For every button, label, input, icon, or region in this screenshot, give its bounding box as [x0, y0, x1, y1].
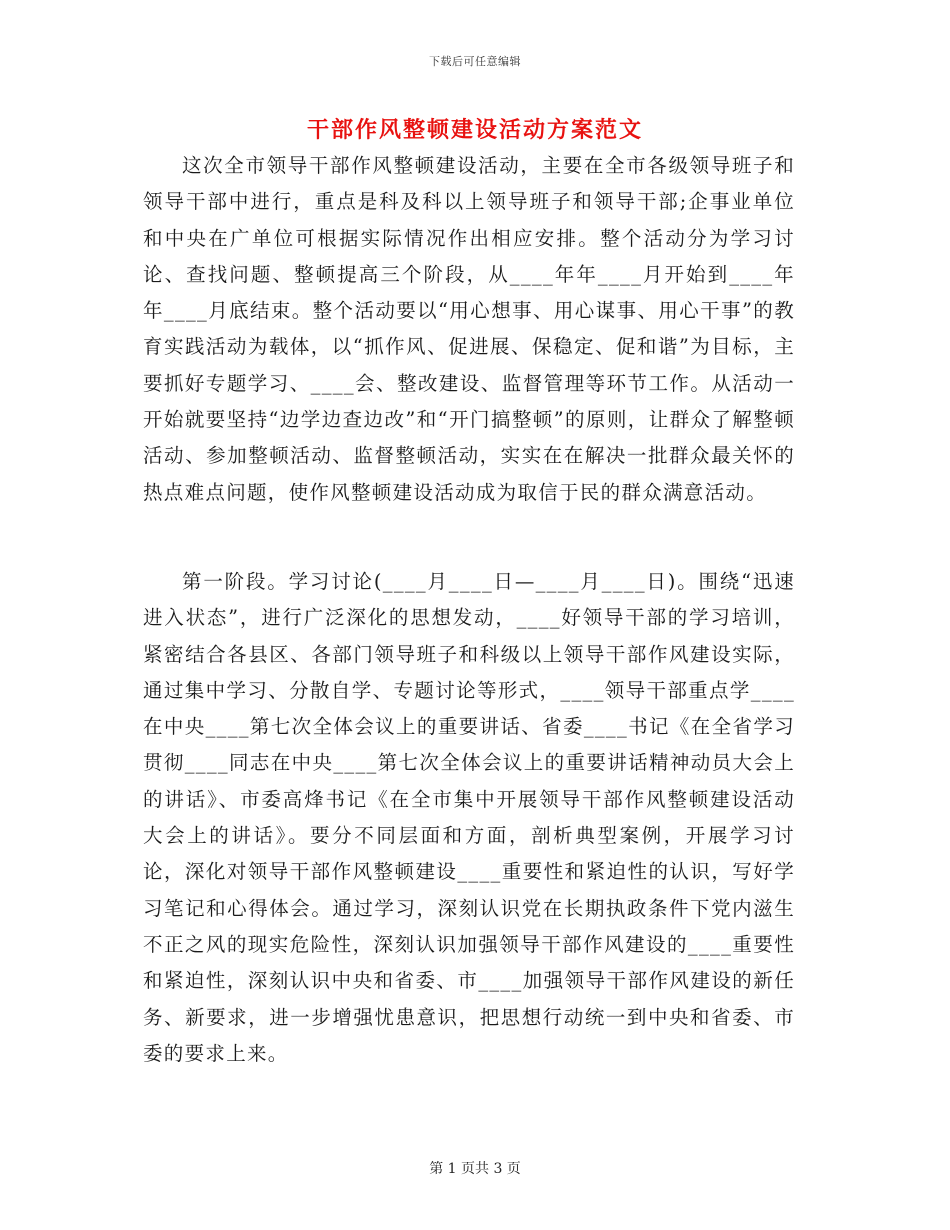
page-number: 第 1 页共 3 页 — [429, 1161, 521, 1177]
body-paragraph-1: 这次全市领导干部作风整顿建设活动，主要在全市各级领导班子和领导干部中进行，重点是科及科以上领导班子和领导干部;企事业单位和中央在广单位可根据实际情况作出相应安排。整个活动分为学习讨论、查找问题、整顿提高三个阶段，从____年年____月开始到____年年____月底结束。整个活动要以“用心想事、用心谋事、用心干事”的教育实践活动为载体，以“抓作风、促进展、保稳定、促和谐”为目标，主要抓好专题学习、____会、整改建设、监督管理等环节工作。从活动一开始就要坚持“边学边查边改”和“开门搞整顿”的原则，让群众了解整顿活动、参加整顿活动、监督整顿活动，实实在在解决一批群众最关怀的热点难点问题，使作风整顿建设活动成为取信于民的群众满意活动。 — [143, 154, 795, 504]
body-paragraph-2: 第一阶段。学习讨论(____月____日—____月____日)。围绕“迅速进入状态”，进行广泛深化的思想发动，____好领导干部的学习培训，紧密结合各县区、各部门领导班子和科级以上领导干部作风建设实际，通过集中学习、分散自学、专题讨论等形式，____领导干部重点学____在中央____第七次全体会议上的重要讲话、省委____书记《在全省学习贯彻____同志在中央____第七次全体会议上的重要讲话精神动员大会上的讲话》、市委高烽书记《在全市集中开展领导干部作风整顿建设活动大会上的讲话》。要分不同层面和方面，剖析典型案例，开展学习讨论，深化对领导干部作风整顿建设____重要性和紧迫性的认识，写好学习笔记和心得体会。通过学习，深刻认识党在长期执政条件下党内滋生不正之风的现实危险性，深刻认识加强领导干部作风建设的____重要性和紧迫性，深刻认识中央和省委、市____加强领导干部作风建设的新任务、新要求，进一步增强忧患意识，把思想行动统一到中央和省委、市委的要求上来。 — [143, 570, 795, 1065]
document-title: 干部作风整顿建设活动方案范文 — [306, 117, 643, 143]
header-note: 下载后可任意编辑 — [429, 55, 521, 68]
